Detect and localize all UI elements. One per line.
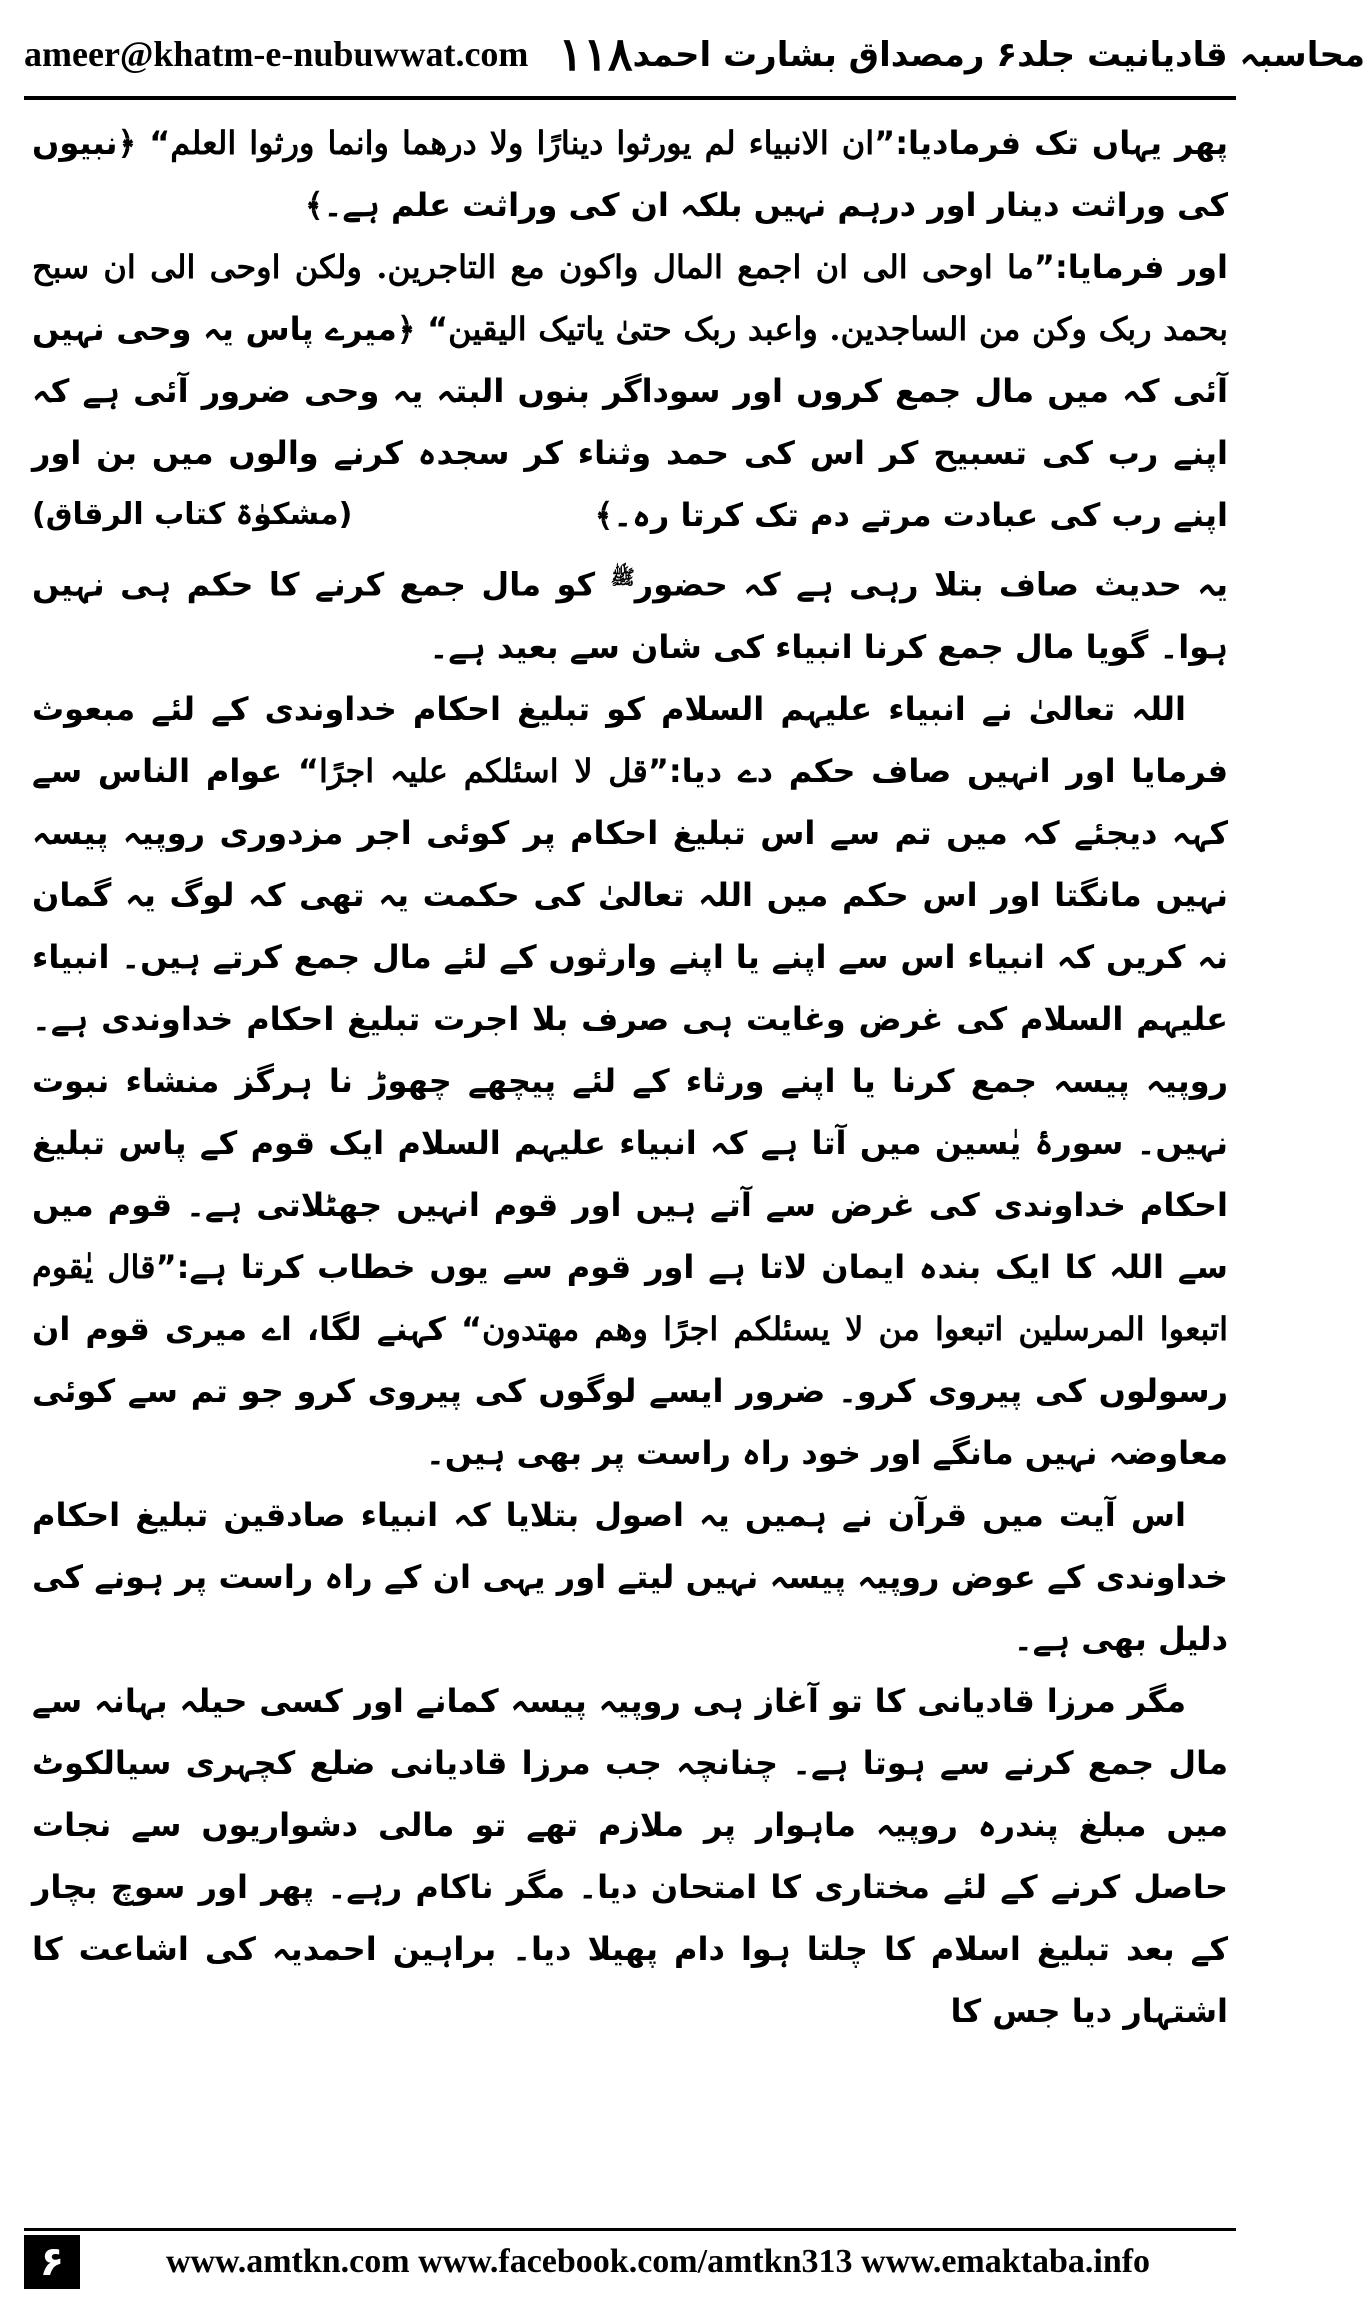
paragraph-2-arabic-hadith: ما اوحی الی ان اجمع المال واکون مع التاجرین. ولکن اوحی الی ان سبح بحمد ربک وکن من الساجدین. واعبد ربک حتیٰ یاتیک الیقین [32, 248, 1228, 348]
paragraph-4-translation: “ عوام الناس سے کہہ دیجئے کہ میں تم سے اس تبلیغ احکام پر کوئی اجر مزدوری روپیہ پیسہ نہیں مانگتا اور اس حکم میں اللہ تعالیٰ کی حکمت یہ تھی کہ لوگ یہ گمان نہ کریں کہ انبیاء اس سے اپنے یا اپنے وارثوں کے لئے مال جمع کرتے ہیں۔ انبیاء علیہم السلام کی غرض وغایت ہی صرف بلا اجرت تبلیغ احکام خداوندی ہے۔ روپیہ پیسہ جمع کرنا یا اپنے ورثاء کے لئے پیچھے چھوڑ نا ہرگز منشاء نبوت نہیں۔ سورۂ یٰسین میں آتا ہے کہ انبیاء علیہم السلام ایک قوم کے پاس تبلیغ احکام خداوندی کی غرض سے آتے ہیں اور قوم انہیں جھٹلاتی ہے۔ قوم میں سے اللہ کا ایک بندہ ایمان لاتا ہے اور قوم سے یوں خطاب کرتا ہے:” [32, 751, 1229, 1286]
paragraph-3-before: یہ حدیث صاف بتلا رہی ہے کہ حضور [634, 565, 1229, 604]
paragraph-4 [32, 678, 1228, 1484]
paragraph-2-translation: “ ﴿میرے پاس یہ وحی نہیں آئی کہ میں مال جمع کروں اور سوداگر بنوں البتہ یہ وحی ضرور آئی ہے کہ اپنے رب کی تسبیح کر اس کی حمد وثناء کر سجدہ کرنے والوں میں بن اور اپنے رب کی عبادت مرتے دم تک کرتا رہ۔﴾ [32, 310, 1228, 534]
paragraph-1 [32, 112, 1228, 236]
header-page-number: ۱۱۸ [558, 27, 633, 81]
paragraph-1-intro: پھر یہاں تک فرمادیا:” [874, 124, 1229, 162]
page-footer [24, 2228, 1236, 2293]
header-divider [24, 96, 1236, 100]
paragraph-5-translation: “ کہنے لگا، اے میری قوم ان رسولوں کی پیروی کرو۔ ضرور ایسے لوگوں کی پیروی کرو جو تم سے کوئی معاوضہ نہیں مانگے اور خود راہ راست پر بھی ہیں۔ [32, 1309, 1228, 1472]
footer-page-number: ۶ [24, 2235, 80, 2289]
paragraph-1-arabic-hadith: ان الانبیاء لم یورثوا دینارًا ولا درھما وانما ورثوا العلم [170, 124, 875, 162]
header-email[interactable]: ameer@khatm-e-nubuwwat.com [24, 34, 529, 74]
paragraph-6: اس آیت میں قرآن نے ہمیں یہ اصول بتلایا کہ انبیاء صادقین تبلیغ احکام خداوندی کے عوض روپیہ پیسہ نہیں لیتے اور یہی ان کے راہ راست پر ہونے کی دلیل بھی ہے۔ [32, 1495, 1228, 1658]
page-header [24, 18, 1365, 90]
paragraph-3 [32, 546, 1228, 678]
header-book-title: محاسبہ قادیانیت جلد۶ رمصداق بشارت احمد [632, 34, 1365, 75]
paragraph-1-translation: “ ﴿نبیوں کی وراثت دینار اور درہم نہیں بلکہ ان کی وراثت علم ہے۔﴾ [32, 124, 1228, 224]
paragraph-4-arabic-verse: قل لا اسئلکم علیہ اجرًا [318, 751, 648, 790]
footer-links[interactable]: www.amtkn.com www.facebook.com/amtkn313 www.emaktaba.info [165, 2243, 1151, 2280]
paragraph-7: مگر مرزا قادیانی کا تو آغاز ہی روپیہ پیسہ کمانے اور کسی حیلہ بہانہ سے مال جمع کرنے سے ہوتا ہے۔ چنانچہ جب مرزا قادیانی ضلع کچہری سیالکوٹ میں مبلغ پندرہ روپیہ ماہوار پر ملازم تھے تو مالی دشواریوں سے نجات حاصل کرنے کے لئے مختاری کا امتحان دیا۔ مگر ناکام رہے۔ پھر اور سوچ بچار کے بعد تبلیغ اسلام کا چلتا ہوا دام پھیلا دیا۔ براہین احمدیہ کی اشاعت کا اشتہار دیا جس کا [32, 1681, 1228, 2030]
paragraph-4-intro: اللہ تعالیٰ نے انبیاء علیہم السلام کو تبلیغ احکام خداوندی کے لئے مبعوث فرمایا اور انہیں صاف حکم دے دیا:” [32, 689, 1229, 790]
paragraph-2-reference: (مشکوٰۃ کتاب الرقاق) [32, 497, 353, 532]
paragraph-2 [32, 236, 1228, 546]
honorific-ligature: ﷺ [610, 565, 635, 589]
paragraph-2-intro: اور فرمایا:” [1033, 248, 1229, 286]
paragraph-5-arabic-verse: قال یٰقوم اتبعوا المرسلین اتبعوا من لا یسئلکم اجرًا وھم مھتدون [32, 1247, 1229, 1348]
paragraph-3-after: کو مال جمع کرنے کا حکم ہی نہیں ہوا۔ گویا مال جمع کرنا انبیاء کی شان سے بعید ہے۔ [32, 565, 1228, 666]
page-body [32, 112, 1228, 2152]
